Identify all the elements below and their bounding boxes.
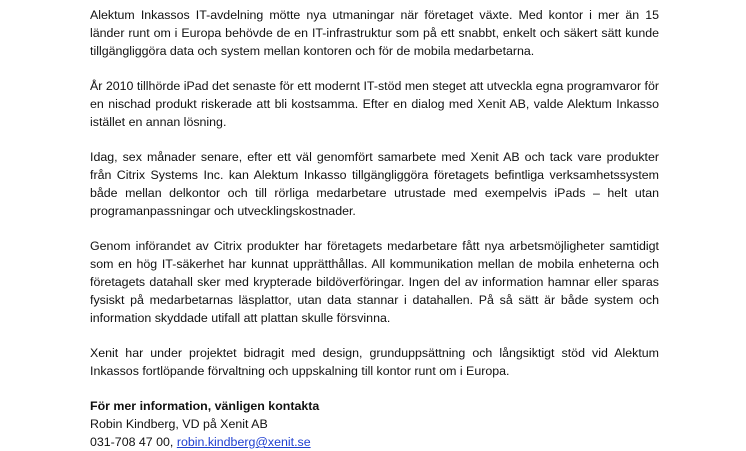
contact-heading: För mer information, vänligen kontakta (90, 399, 320, 413)
press-release-body (90, 6, 659, 451)
contact-section (90, 397, 659, 451)
paragraph-intro: Alektum Inkassos IT-avdelning mötte nya utmaningar när företaget växte. Med kontor i mer än 15 länder runt om i Europa behövde de en IT-infrastruktur som på ett snabbt, enkelt och säkert sätt kunde tillgängliggöra data och system mellan kontoren och för de mobila medarbetarna. (90, 8, 659, 58)
contact-name: Robin Kindberg, VD på Xenit AB (90, 417, 268, 431)
paragraph-xenit: Xenit har under projektet bidragit med design, grunduppsättning och långsiktigt stöd vid Alektum Inkassos fortlöpande förvaltning och uppskalning till kontor runt om i Europa. (90, 346, 659, 378)
paragraph-citrix: Genom införandet av Citrix produkter har företagets medarbetare fått nya arbetsmöjligheter samtidigt som en hög IT-säkerhet har kunnat upprätthållas. All kommunikation mellan de mobila enheterna och företagets datahall sker med krypterade bildöverföringar. Ingen del av information hamnar eller sparas fysiskt på medarbetarnas läsplattor, utan data stannar i datahallen. På så sätt är både system och information skyddade utifall att plattan skulle försvinna. (90, 239, 659, 325)
paragraph-ipad-2010: År 2010 tillhörde iPad det senaste för ett modernt IT-stöd men steget att utveckla egna programvaror för en nischad produkt riskerade att bli kostsamma. Efter en dialog med Xenit AB, valde Alektum Inkasso istället en annan lösning. (90, 79, 659, 129)
paragraph-today: Idag, sex månader senare, efter ett väl genomfört samarbete med Xenit AB och tack vare produkter från Citrix Systems Inc. kan Alektum Inkasso tillgängliggöra företagets befintliga verksamhetssystem både mellan delkontor och till rörliga medarbetare utrustade med exempelvis iPads – helt utan programanpassningar och utvecklingskostnader. (90, 150, 659, 218)
contact-email-link[interactable]: robin.kindberg@xenit.se (176, 435, 311, 449)
contact-phone-email-line (90, 433, 659, 451)
contact-phone: 031-708 47 00, (90, 435, 174, 449)
